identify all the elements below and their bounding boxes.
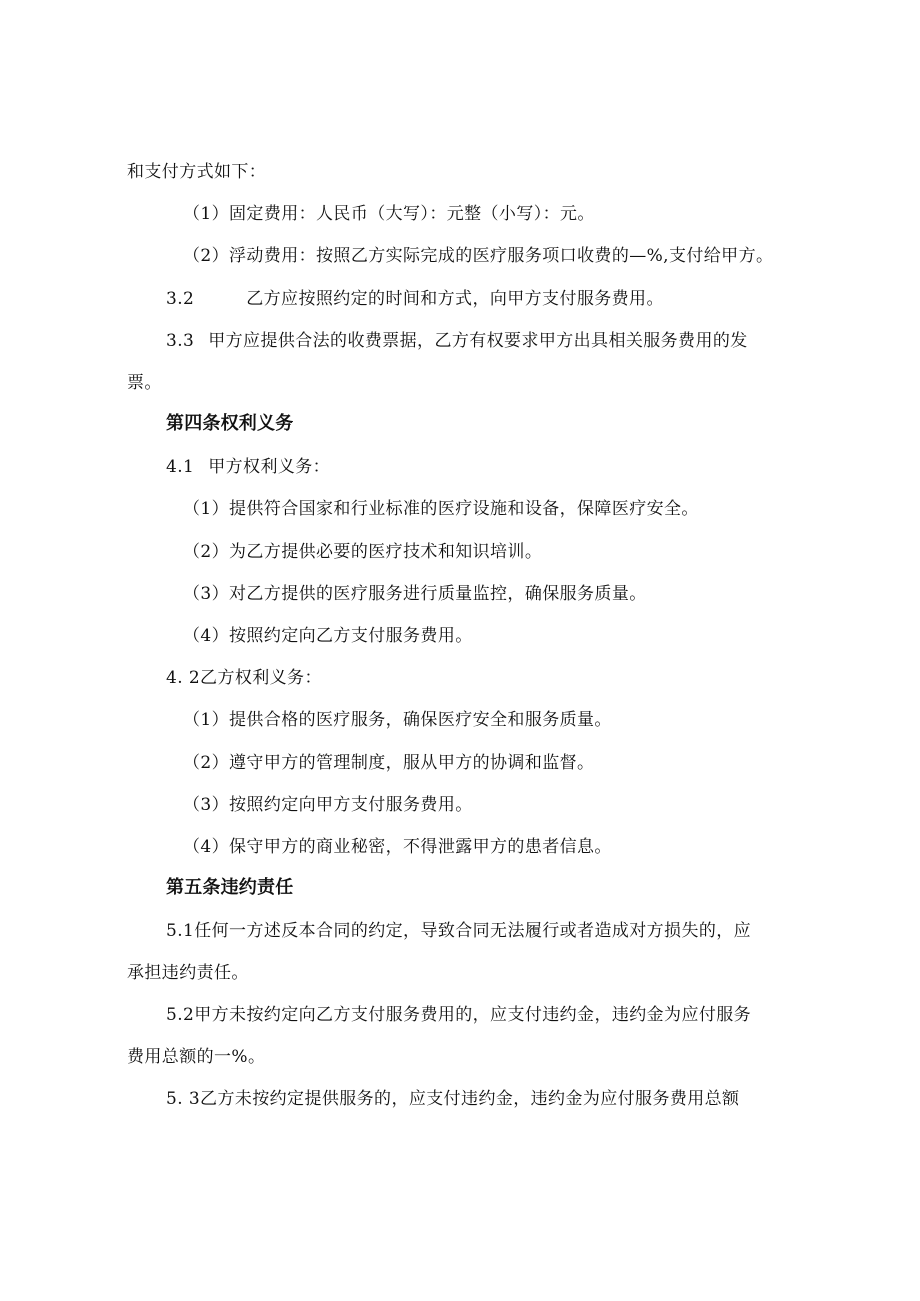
clause-3-3-line-2 (127, 372, 162, 394)
list-item-number: （2） (183, 542, 230, 562)
clause-3-3-number: 3.3 (166, 331, 195, 351)
section-4-title-text: 第四条权利义务 (166, 413, 294, 434)
list-item (183, 836, 612, 858)
list-item (183, 625, 473, 647)
list-item (183, 498, 699, 520)
clause-5-2-line-2 (127, 1046, 265, 1068)
list-item-number: （4） (183, 837, 230, 857)
list-item-text: 对乙方提供的医疗服务进行质量监控，确保服务质量。 (229, 584, 647, 604)
clause-5-3-number: 5. 3 (166, 1089, 201, 1109)
list-item-number: （3） (183, 795, 230, 815)
clause-5-1-number: 5.1 (166, 921, 195, 941)
clause-4-1-text: 甲方权利义务： (208, 457, 331, 477)
clause-3-2-number: 3.2 (166, 289, 195, 309)
clause-3-2 (166, 288, 664, 310)
list-item-text: 提供符合国家和行业标准的医疗设施和设备，保障医疗安全。 (229, 499, 699, 519)
list-item-number: （4） (183, 626, 230, 646)
clause-3-3-line-1 (166, 330, 748, 352)
paragraph-intro-tail (127, 161, 266, 183)
list-item-number: （1） (183, 710, 230, 730)
fee-float-text: 浮动费用：按照乙方实际完成的医疗服务项口收费的—%,支付给甲方。 (229, 246, 774, 266)
clause-4-1 (166, 456, 330, 478)
list-item (183, 752, 594, 774)
list-item-number: （2） (183, 753, 230, 773)
list-item (183, 541, 542, 563)
list-item-text: 按照约定向乙方支付服务费用。 (229, 626, 473, 646)
section-5-title-text: 第五条违约责任 (166, 877, 294, 898)
section-4-title (166, 413, 293, 435)
clause-5-2-number: 5.2 (166, 1005, 195, 1025)
clause-5-2-text-a: 甲方未按约定向乙方支付服务费用的，应支付违约金，违约金为应付服务 (194, 1005, 752, 1025)
list-item-text: 按照约定向甲方支付服务费用。 (229, 795, 473, 815)
intro-tail-text: 和支付方式如下： (127, 162, 267, 182)
list-item-text: 提供合格的医疗服务，确保医疗安全和服务质量。 (229, 710, 612, 730)
clause-5-1-text-b: 承担违约责任。 (127, 963, 249, 983)
list-item (183, 794, 473, 816)
clause-5-3-text-a: 乙方未按约定提供服务的，应支付违约金，违约金为应付服务费用总额 (200, 1089, 740, 1109)
list-item-text: 为乙方提供必要的医疗技术和知识培训。 (229, 542, 543, 562)
clause-5-2-line-1 (166, 1004, 751, 1026)
clause-3-3-text-b: 票。 (127, 373, 162, 393)
fee-float-item (183, 245, 773, 267)
clause-4-2-text: 乙方权利义务： (200, 668, 322, 688)
clause-4-2 (166, 667, 322, 689)
list-item (183, 709, 612, 731)
list-item-text: 保守甲方的商业秘密，不得泄露甲方的患者信息。 (229, 837, 612, 857)
fee-float-number: （2） (183, 246, 230, 266)
clause-3-3-text-a: 甲方应提供合法的收费票据，乙方有权要求甲方出具相关服务费用的发 (208, 331, 748, 351)
list-item (183, 583, 647, 605)
clause-5-2-text-b: 费用总额的一%。 (127, 1047, 266, 1067)
clause-5-1-line-1 (166, 920, 751, 942)
clause-4-1-number: 4.1 (166, 457, 195, 477)
clause-5-1-line-2 (127, 962, 249, 984)
clause-4-2-number: 4. 2 (166, 668, 201, 688)
clause-3-2-text: 乙方应按照约定的时间和方式，向甲方支付服务费用。 (246, 289, 664, 309)
list-item-text: 遵守甲方的管理制度，服从甲方的协调和监督。 (229, 753, 595, 773)
list-item-number: （3） (183, 584, 230, 604)
fee-fixed-number: （1） (183, 204, 230, 224)
section-5-title (166, 877, 293, 899)
fee-fixed-item (183, 203, 595, 225)
clause-5-1-text-a: 任何一方述反本合同的约定，导致合同无法履行或者造成对方损失的，应 (194, 921, 752, 941)
fee-fixed-text: 固定费用：人民币（大写）：元整（小写）：元。 (229, 204, 595, 224)
list-item-number: （1） (183, 499, 230, 519)
clause-5-3-line-1 (166, 1088, 739, 1110)
